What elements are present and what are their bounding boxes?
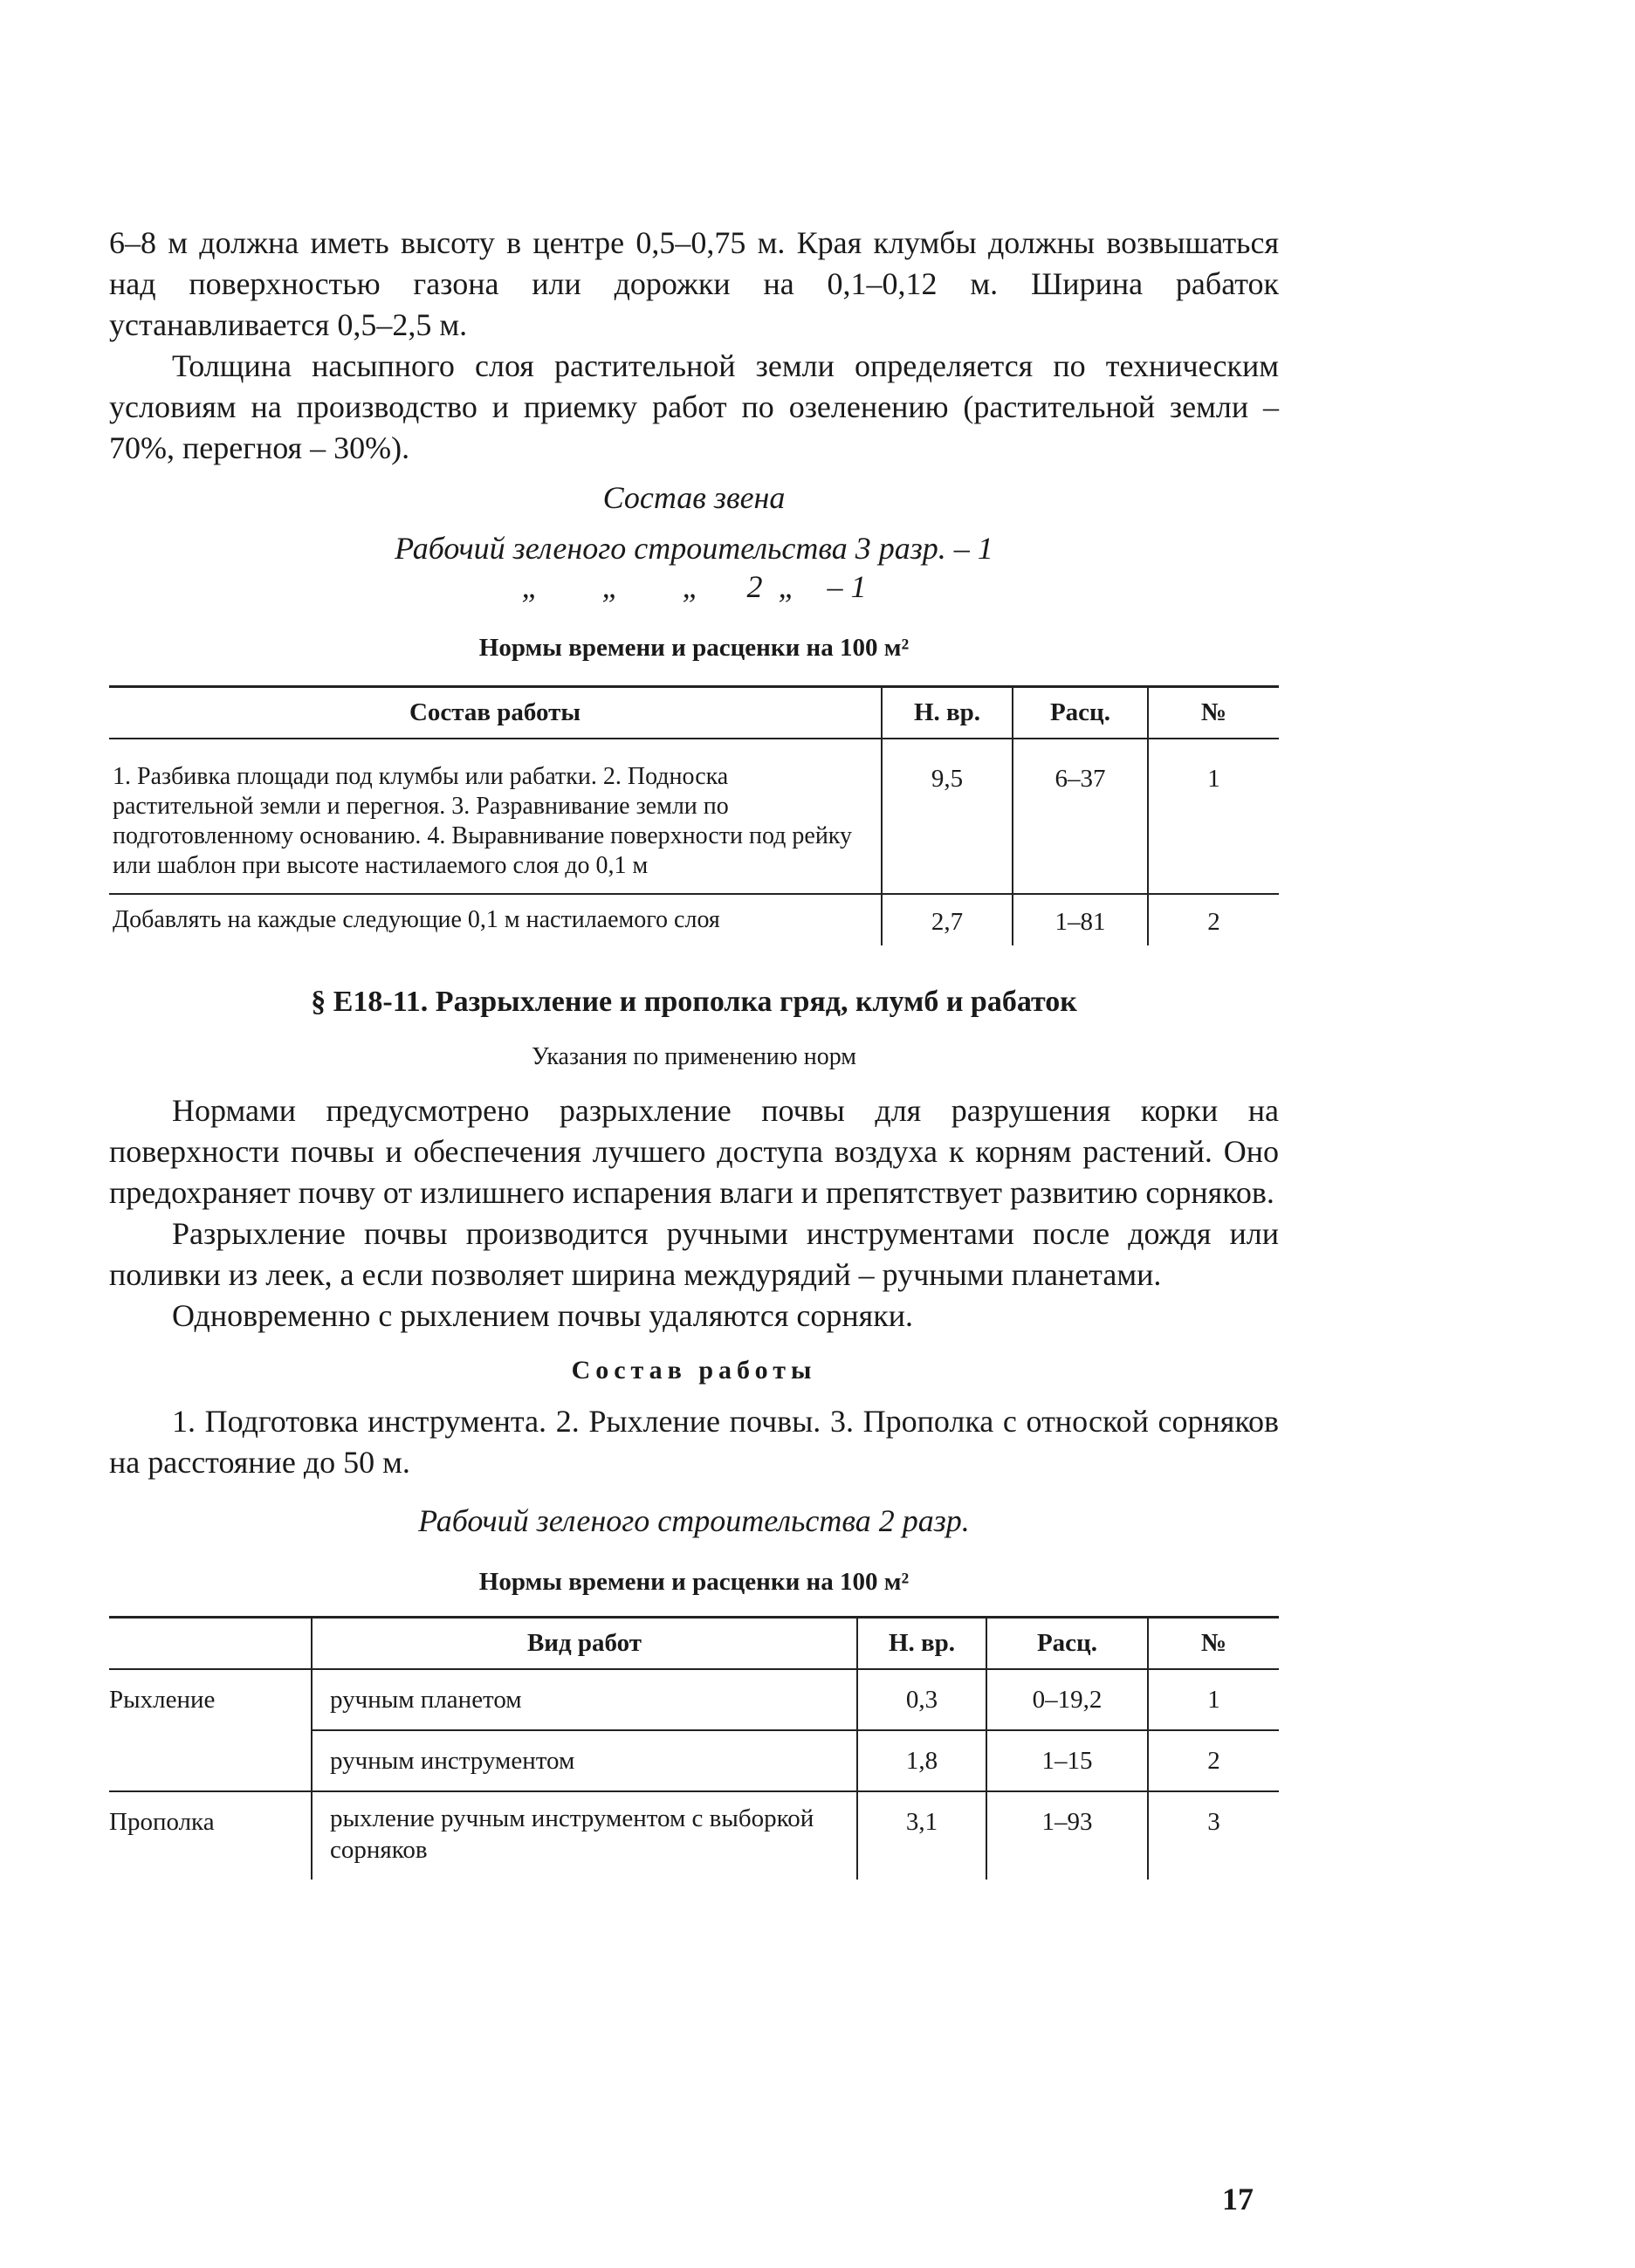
work-composition-title: Состав работы: [571, 1356, 817, 1385]
row-number: 1: [1148, 739, 1279, 894]
rate-value: 0–19,2: [986, 1669, 1148, 1730]
work-category: [109, 1730, 312, 1791]
rate-value: 6–37: [1013, 739, 1148, 894]
page-number: 17: [1222, 2182, 1254, 2216]
table2-header-row: [109, 1618, 1279, 1670]
table2-header-num: №: [1148, 1618, 1279, 1670]
section-paragraph-3: Одновременно с рыхлением почвы удаляются сорняки.: [172, 1298, 913, 1333]
rate-value: 1–81: [1013, 894, 1148, 945]
time-norm: 1,8: [857, 1730, 986, 1791]
table1-caption: Нормы времени и расценки на 100 м²: [478, 634, 910, 662]
work-description: 1. Разбивка площади под клумбы или рабатки. 2. Подноска растительной земли и перегноя. 3. Разравнивание земли по подготовленному основанию. 4. Выравнивание поверхности под рейку или шаблон при высоте настилаемого слоя до 0,1 м: [109, 739, 882, 894]
table1-header-norm: Н. вр.: [882, 687, 1013, 739]
document-page: [109, 223, 1279, 1880]
row-number: 1: [1148, 1669, 1279, 1730]
intro-paragraph-2: Толщина насыпного слоя растительной земли определяется по техническим условиям на производство и приемку работ по озеленению (растительной земли – 70%, перегноя – 30%).: [109, 348, 1279, 465]
table1-header-row: [109, 687, 1279, 739]
worker-category: Рабочий зеленого строительства 2 разр.: [418, 1503, 970, 1538]
row-number: 2: [1148, 894, 1279, 945]
crew-line-1: Рабочий зеленого строительства 3 разр. – 1: [395, 531, 993, 566]
table-row: [109, 1730, 1279, 1791]
work-kind: ручным планетом: [312, 1669, 857, 1730]
work-category: Рыхление: [109, 1686, 216, 1714]
norms-table-1: [109, 685, 1279, 945]
section-paragraph-2: Разрыхление почвы производится ручными инструментами после дождя или поливки из леек, а если позволяет ширина междурядий – ручными планетами.: [109, 1216, 1279, 1292]
table1-header-num: №: [1148, 687, 1279, 739]
crew-title: Состав звена: [602, 480, 786, 515]
work-kind: рыхление ручным инструментом с выборкой сорняков: [312, 1791, 857, 1880]
table-row: [109, 894, 1279, 945]
row-number: 2: [1148, 1730, 1279, 1791]
rate-value: 1–93: [986, 1791, 1148, 1880]
row-number: 3: [1148, 1791, 1279, 1880]
table2-header-rate: Расц.: [986, 1618, 1148, 1670]
table2-header-norm: Н. вр.: [857, 1618, 986, 1670]
work-composition-text: 1. Подготовка инструмента. 2. Рыхление почвы. 3. Прополка с отноской сорняков на расстояние до 50 м.: [109, 1404, 1279, 1480]
crew-line-2: „ „ „ 2 „ – 1: [521, 569, 867, 604]
rate-value: 1–15: [986, 1730, 1148, 1791]
table2-caption: Нормы времени и расценки на 100 м²: [478, 1568, 910, 1596]
table-row: [109, 1669, 1279, 1730]
time-norm: 3,1: [857, 1791, 986, 1880]
table1-header-work: Состав работы: [109, 687, 882, 739]
time-norm: 0,3: [857, 1669, 986, 1730]
work-category: Прополка: [109, 1808, 215, 1836]
time-norm: 2,7: [882, 894, 1013, 945]
section-paragraph-1: Нормами предусмотрено разрыхление почвы для разрушения корки на поверхности почвы и обеспечения лучшего доступа воздуха к корням растений. Оно предохраняет почву от излишнего испарения влаги и препятствует развитию сорняков.: [109, 1093, 1279, 1210]
table-row: [109, 1791, 1279, 1880]
norms-table-2: [109, 1616, 1279, 1880]
section-title: § Е18-11. Разрыхление и прополка гряд, клумб и рабаток: [311, 986, 1077, 1018]
work-description: Добавлять на каждые следующие 0,1 м настилаемого слоя: [113, 906, 720, 933]
intro-paragraph-1: 6–8 м должна иметь высоту в центре 0,5–0,75 м. Края клумбы должны возвышаться над поверхностью газона или дорожки на 0,1–0,12 м. Ширина рабаток устанавливается 0,5–2,5 м.: [109, 225, 1279, 342]
work-kind: ручным инструментом: [312, 1730, 857, 1791]
time-norm: 9,5: [882, 739, 1013, 894]
table2-header-category: [109, 1618, 312, 1670]
section-subtitle: Указания по применению норм: [532, 1043, 856, 1070]
table1-header-rate: Расц.: [1013, 687, 1148, 739]
table-row: [109, 739, 1279, 894]
table2-header-kind: Вид работ: [312, 1618, 857, 1670]
